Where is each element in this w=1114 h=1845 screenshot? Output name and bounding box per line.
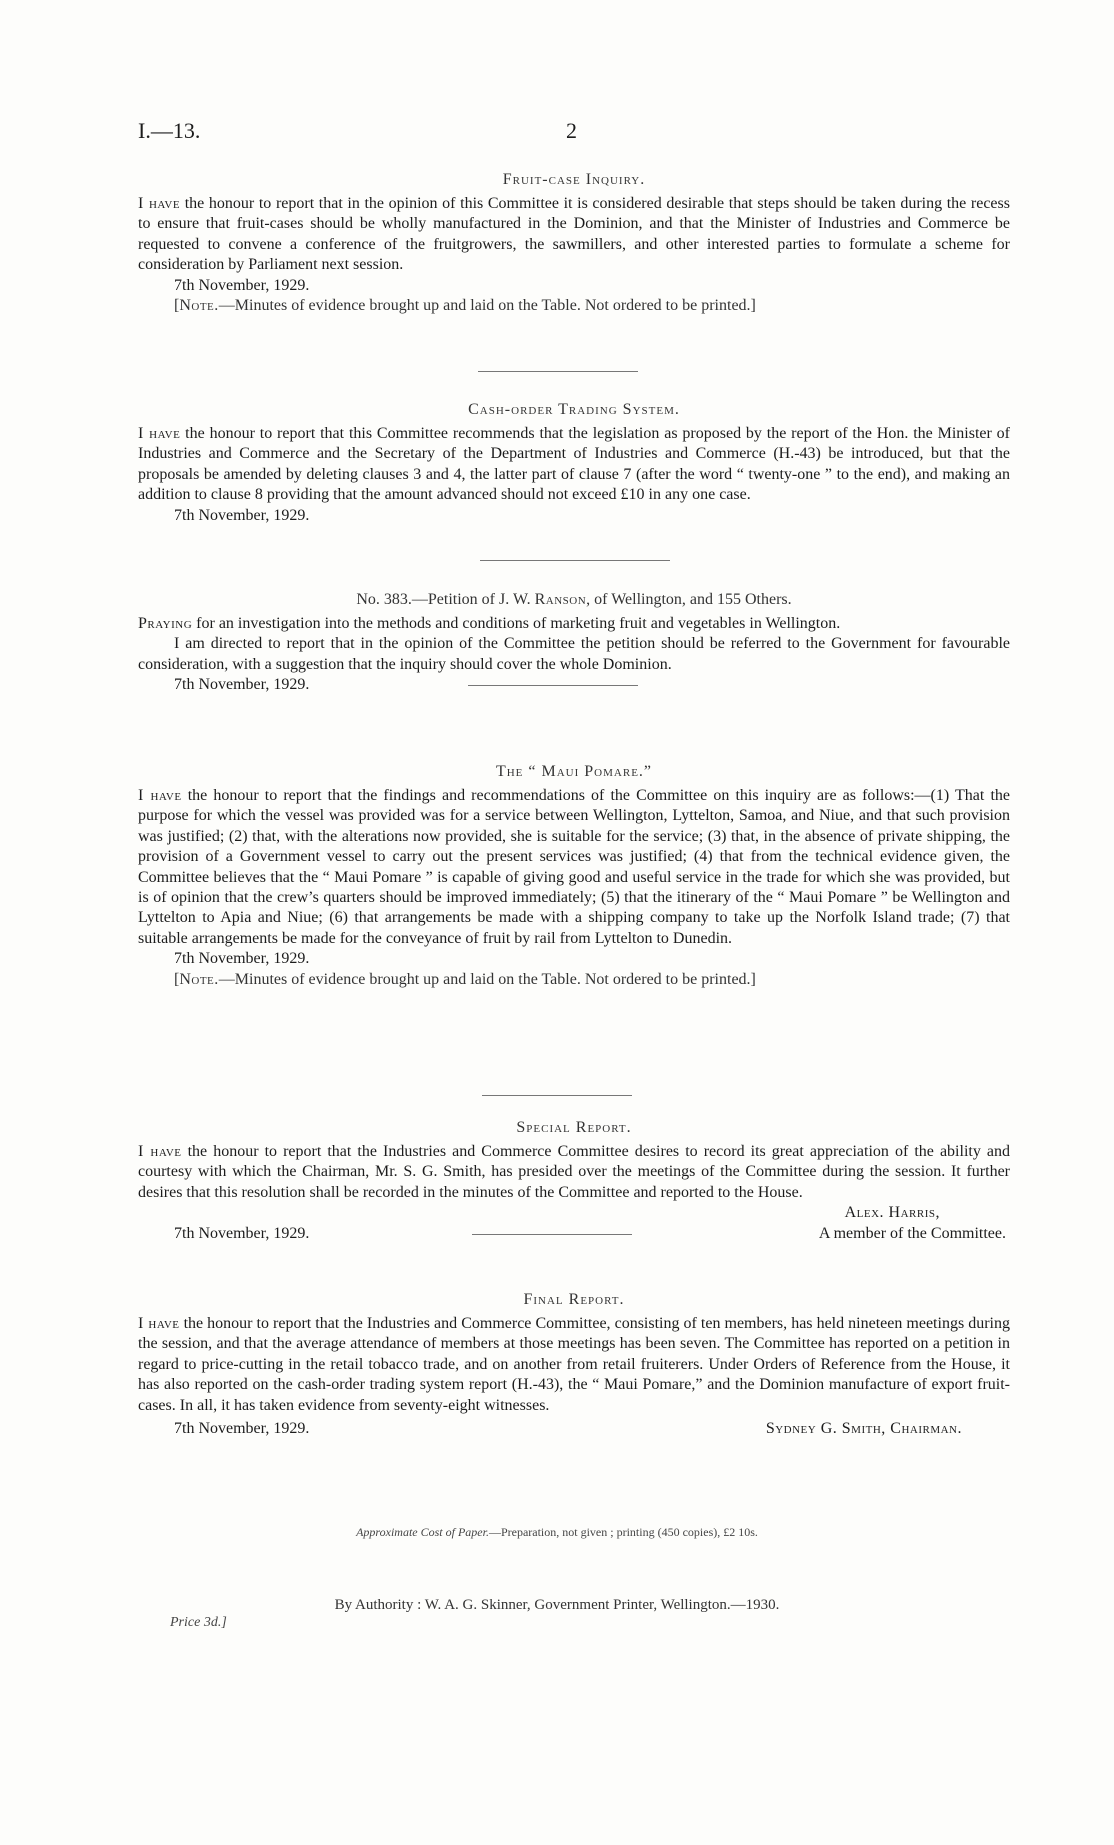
- maui-pomare-body: the honour to report that the findings and recommendations of the Committee on this inquiry are as follows:—(1) That the purpose for which the vessel was provided was for a service between Wellington, Lyttelton, Samoa, and Niue, and that such provision was justified; (2) that, with the alterations now provided, she is suitable for the service; (3) that, in the absence of private shipping, the provision of a Government vessel to carry out the present services was justified; (4) that from the technical evidence given, the Committee believes that the “ Maui Pomare ” is capable of giving good and useful service in the trade for which she was provided, but is of opinion that the crew’s quarters should be improved immediately; (5) that the itinerary of the “ Maui Pomare ” be Wellington and Lyttelton to Apia and Niue; (6) that arrangements be made with a shipping company to take up the Norfolk Island trade; (7) that suitable arrangements be made for the conveyance of fruit by rail from Lyttelton to Dunedin.: [138, 787, 1010, 947]
- special-date: 7th November, 1929.: [174, 1224, 310, 1242]
- special-report-section: [138, 1118, 1010, 1244]
- fruit-case-paragraph: [138, 194, 1010, 276]
- cash-order-paragraph: [138, 424, 1010, 506]
- cash-order-date: 7th November, 1929.: [174, 506, 310, 524]
- cash-order-lead: I have: [138, 425, 181, 442]
- fruit-case-body: the honour to report that in the opinion of this Committee it is considered desirable that steps should be taken during the recess to ensure that fruit-cases should be wholly manufactured in the Dominion, and that the Minister of Industries and Commerce be requested to convene a conference of the fruitgrowers, the sawmillers, and other interested parties to formulate a scheme for consideration by Parliament next session.: [138, 195, 1010, 274]
- price-label: Price 3d.]: [170, 1615, 227, 1630]
- special-report-heading: Special Report.: [516, 1119, 632, 1136]
- maui-pomare-note-bracket: [: [174, 970, 180, 988]
- section-divider: [468, 685, 638, 686]
- special-report-paragraph: [138, 1142, 1010, 1203]
- cash-order-heading: Cash-order Trading System.: [468, 401, 680, 418]
- final-report-section: [138, 1290, 1010, 1439]
- cash-order-body: the honour to report that this Committee recommends that the legislation as proposed by the report of the Hon. the Minister of Industries and Commerce and the Secretary of the Department of Industries and Commerce (H.-43) be introduced, but that the proposals be amended by deleting clauses 3 and 4, the latter part of clause 7 (after the word “ twenty-one ” to the end), and making an addition to clause 8 providing that the amount advanced should not exceed £10 in any one case.: [138, 425, 1011, 504]
- fruit-case-section: [138, 170, 1010, 316]
- final-report-paragraph: [138, 1314, 1010, 1416]
- fruit-case-lead: I have: [138, 195, 181, 212]
- final-signatory: Sydney G. Smith, Chairman.: [765, 1420, 962, 1438]
- page-number: 2: [566, 118, 577, 143]
- petition-section: [138, 590, 1010, 696]
- fruit-case-note-bracket: [: [174, 297, 180, 315]
- cost-text: —Preparation, not given ; printing (450 copies), £2 10s.: [488, 1525, 758, 1539]
- section-divider: [472, 1234, 632, 1235]
- maui-pomare-note-text: —Minutes of evidence brought up and laid on the Table. Not ordered to be printed.]: [218, 970, 756, 988]
- maui-pomare-lead: I have: [138, 787, 182, 804]
- final-report-heading: Final Report.: [523, 1291, 625, 1308]
- section-divider: [480, 560, 670, 561]
- fruit-case-note-text: —Minutes of evidence brought up and laid on the Table. Not ordered to be printed.]: [218, 297, 756, 315]
- petition-body: for an investigation into the methods and conditions of marketing fruit and vegetables in Wellington.: [192, 615, 841, 632]
- special-date-row: [138, 1224, 1010, 1244]
- special-signatory: Alex. Harris,: [844, 1204, 940, 1222]
- petition-title-pre: No. 383.—Petition of J. W.: [356, 591, 535, 608]
- petition-title: [138, 590, 1010, 610]
- petition-paragraph: [138, 614, 1010, 634]
- fruit-case-date: 7th November, 1929.: [174, 276, 310, 294]
- fruit-case-heading: Fruit-case Inquiry.: [502, 171, 646, 188]
- petition-lead: Praying: [138, 615, 193, 632]
- maui-pomare-paragraph: [138, 786, 1010, 949]
- final-report-lead: I have: [138, 1315, 180, 1332]
- petition-title-post: , of Wellington, and 155 Others.: [586, 591, 792, 608]
- cost-label: Approximate Cost of Paper.: [356, 1525, 489, 1539]
- final-date: 7th November, 1929.: [174, 1420, 310, 1438]
- final-date-row: [138, 1419, 1010, 1439]
- petition-date: 7th November, 1929.: [174, 676, 310, 694]
- maui-pomare-note: [174, 970, 1010, 990]
- final-report-body: the honour to report that the Industries and Commerce Committee, consisting of ten members, has held nineteen meetings during the session, and that the average attendance of members at those meetings has been seven. The Committee has reported on a petition in regard to price-cutting in the retail tobacco trade, and on another from retail fruiterers. Under Orders of Reference from the House, it has also reported on the cash-order trading system report (H.-43), the “ Maui Pomare,” and the Dominion manufacture of export fruit-cases. In all, it has taken evidence from seventy-eight witnesses.: [138, 1315, 1010, 1414]
- printer-authority: By Authority : W. A. G. Skinner, Government Printer, Wellington.—1930.: [334, 1597, 780, 1613]
- petition-date-row: [138, 675, 1010, 695]
- maui-pomare-heading: The “ Maui Pomare.”: [495, 763, 653, 780]
- section-divider: [478, 371, 638, 372]
- fruit-case-note: [174, 296, 1010, 316]
- maui-pomare-date: 7th November, 1929.: [174, 950, 310, 968]
- special-report-body: the honour to report that the Industries and Commerce Committee desires to record its great appreciation of the ability and courtesy with which the Chairman, Mr. S. G. Smith, has presided over the meetings of the Committee during the session. It further desires that this resolution shall be recorded in the minutes of the Committee and reported to the House.: [138, 1143, 1010, 1201]
- special-report-lead: I have: [138, 1143, 182, 1160]
- cash-order-section: [138, 400, 1010, 526]
- maui-pomare-note-label: Note.: [179, 970, 219, 988]
- special-signatory-role: A member of the Committee.: [818, 1224, 1006, 1242]
- maui-pomare-section: [138, 762, 1010, 990]
- fruit-case-note-label: Note.: [179, 297, 219, 315]
- cost-of-paper: [0, 1525, 1114, 1540]
- petition-title-name: Ranson: [534, 591, 587, 608]
- petition-report-paragraph: I am directed to report that in the opinion of the Committee the petition should be referred to the Government for favourable consideration, with a suggestion that the inquiry should cover the whole Dominion.: [138, 635, 1010, 673]
- section-divider: [482, 1095, 632, 1096]
- paper-reference: I.—13.: [138, 118, 201, 143]
- special-signatory-row: [138, 1203, 1010, 1223]
